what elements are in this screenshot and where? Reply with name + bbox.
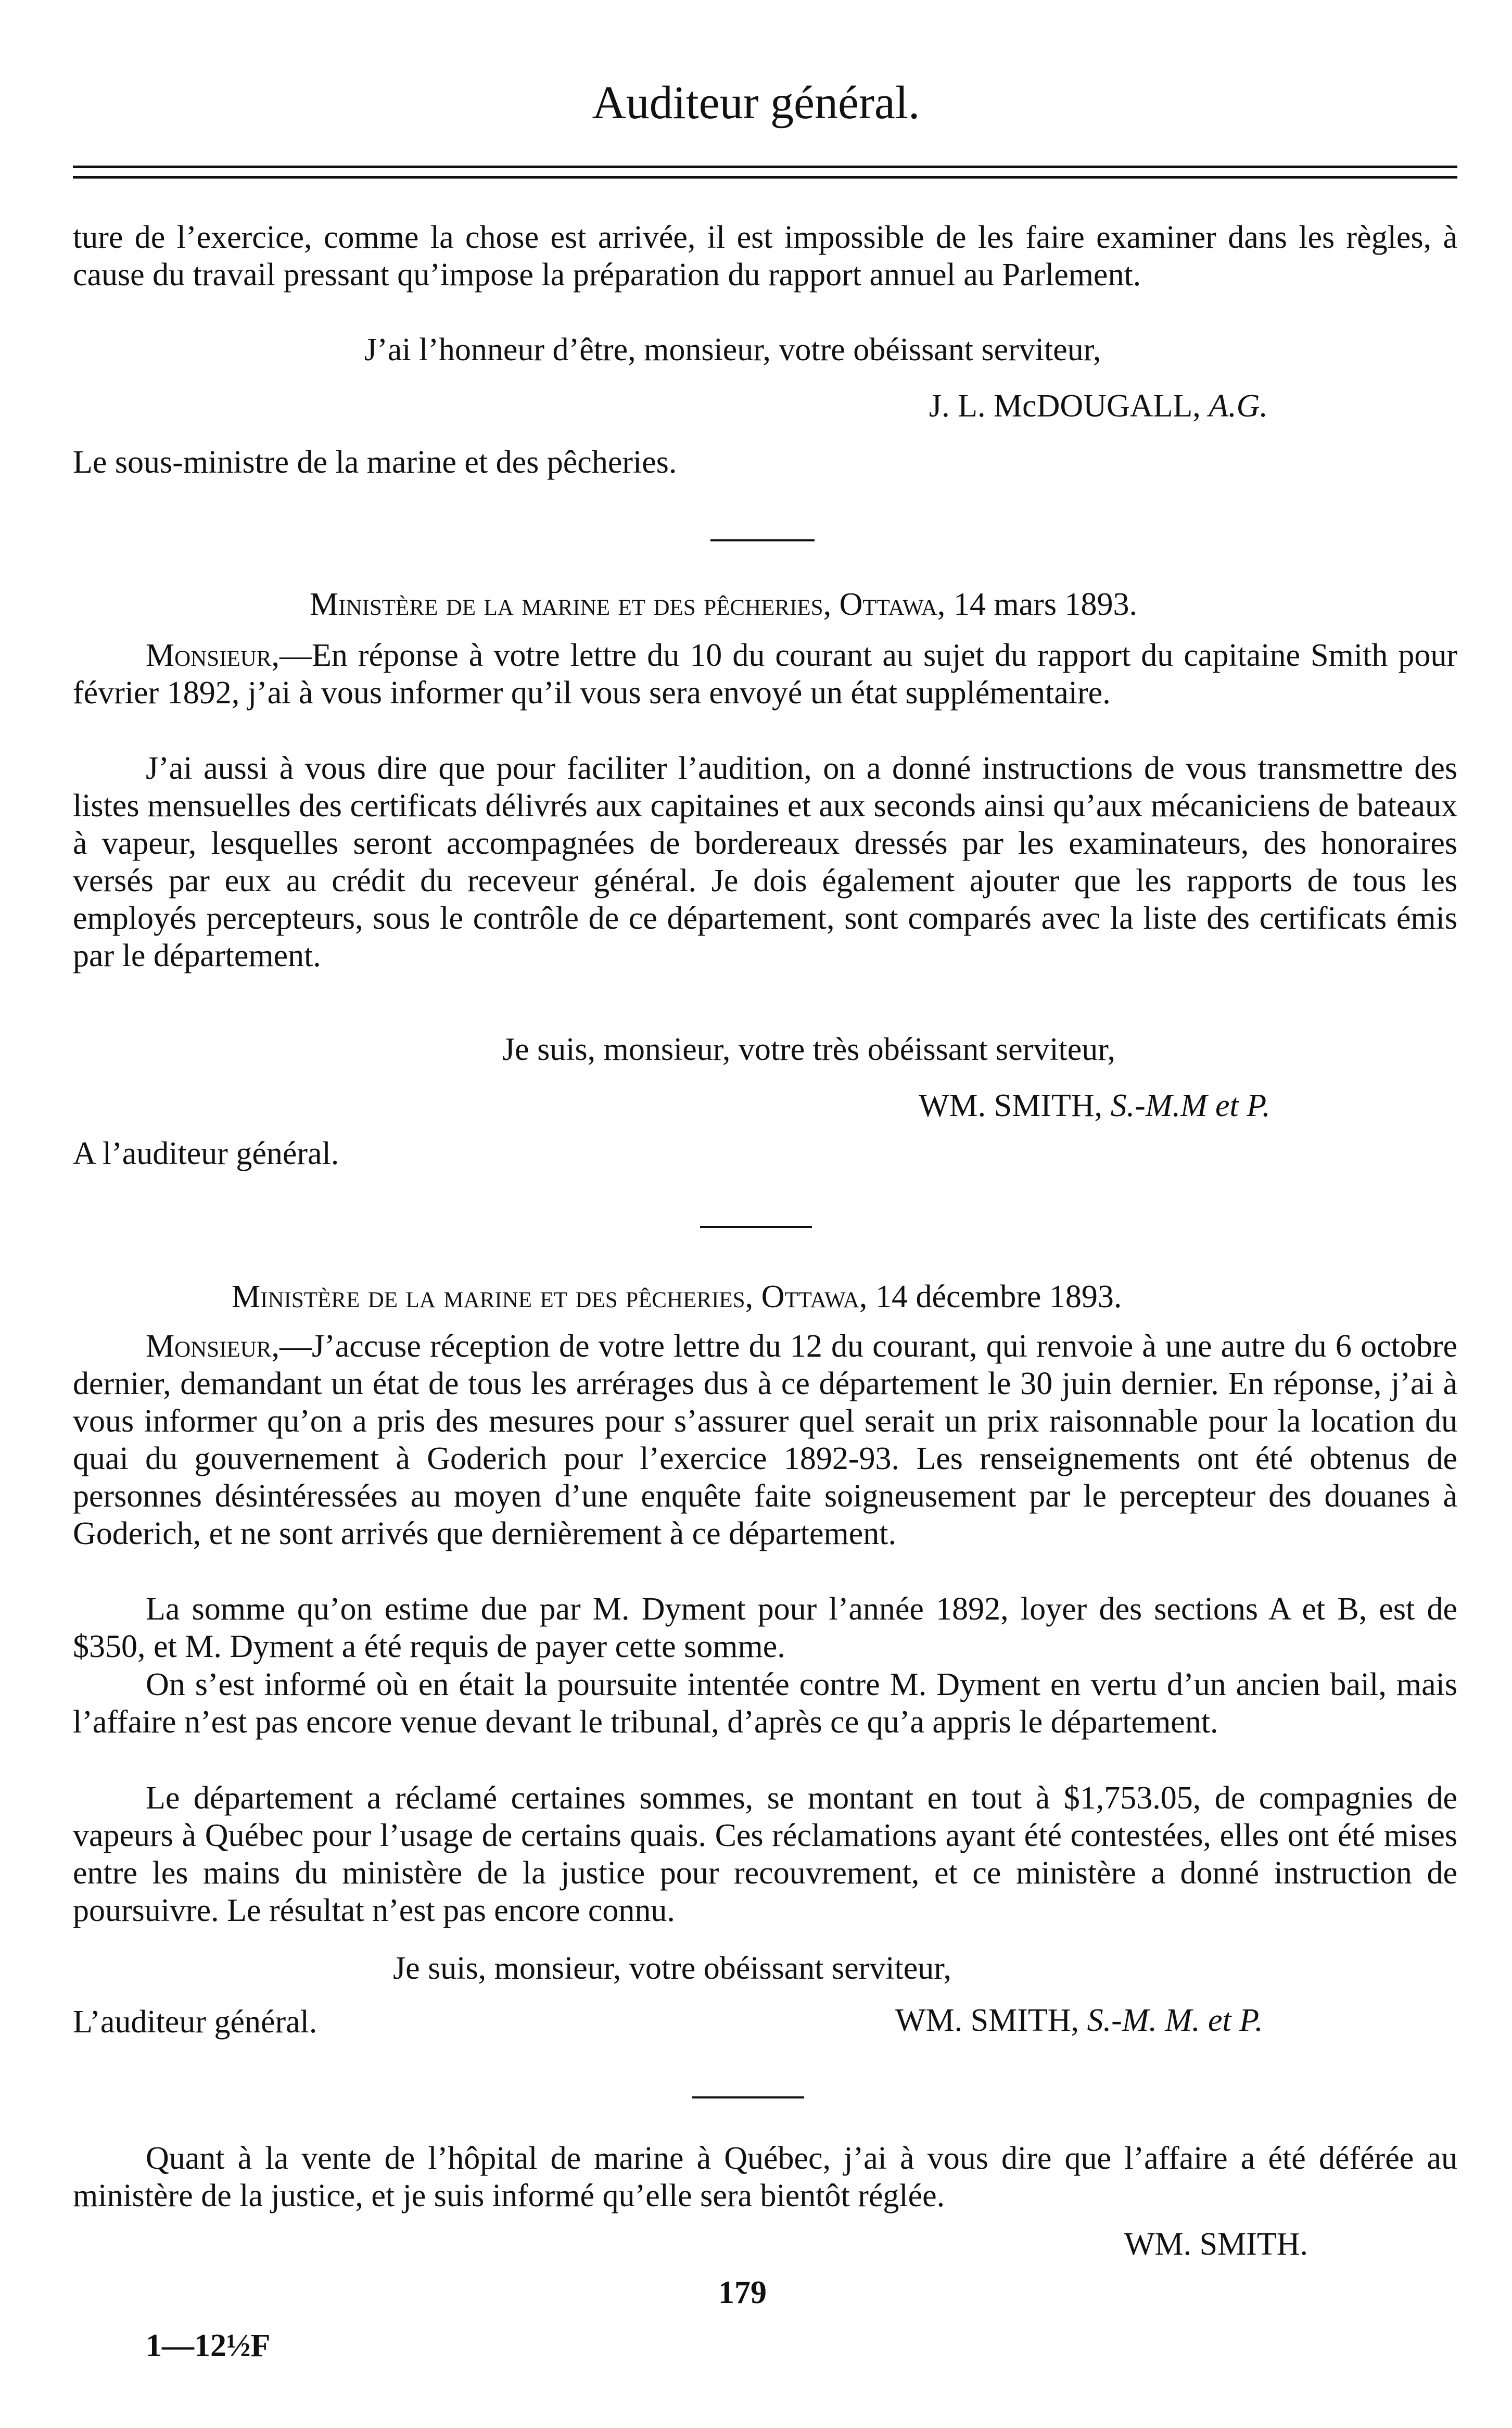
letter2-heading <box>232 1278 1122 1316</box>
letter2-closing: Je suis, monsieur, votre obéissant serviteur, <box>393 1951 951 1986</box>
letter2-paragraph-1 <box>73 1327 1457 1552</box>
letter2-paragraph-4: Le département a réclamé certaines sommes, se montant en tout à $1,753.05, de compagnies de vapeurs à Québec pour l’usage de certains quais. Ces réclamations ayant été contestées, elles ont été mises entre les mains du ministère de la justice pour recouvrement, et ce ministère a donné instruction de poursuivre. Le résultat n’est pas encore connu. <box>73 1780 1457 1928</box>
letter1-heading <box>310 586 1137 623</box>
intro-signature <box>929 387 1268 425</box>
letter1-signature-name: WM. SMITH, <box>919 1088 1103 1123</box>
intro-signature-title: A.G. <box>1209 388 1268 424</box>
letter1-paragraph-2: J’ai aussi à vous dire que pour faciliter l’audition, on a donné instructions de vous transmettre des listes mensuelles des certificats délivrés aux capitaines et aux seconds ainsi qu’aux mécaniciens de bateaux à vapeur, lesquelles seront accompagnées de bordereaux dressés par les examinateurs, des honoraires versés par eux au crédit du receveur général. Je dois également ajouter que les rapports de tous les employés percepteurs, sous le contrôle de ce département, sont comparés avec la liste des certificats émis par le département. <box>73 751 1457 973</box>
letter1-salutation: Monsieur, <box>146 638 279 673</box>
intro-closing: J’ai l’honneur d’être, monsieur, votre obéissant serviteur, <box>364 332 1101 368</box>
postscript-paragraph: Quant à la vente de l’hôpital de marine à Québec, j’ai à vous dire que l’affaire a été déférée au ministère de la justice, et je suis informé qu’elle sera bientôt réglée. <box>73 2141 1457 2214</box>
letter2-signature-title: S.-M. M. et P. <box>1087 2003 1263 2038</box>
letter1-signature-title: S.-M.M et P. <box>1110 1088 1270 1123</box>
letter1-heading-date: 14 mars 1893. <box>953 587 1137 622</box>
intro-signature-name: J. L. McDOUGALL, <box>929 388 1201 424</box>
separator-3 <box>692 2096 804 2098</box>
page-title: Auditeur général. <box>592 77 920 129</box>
letter2-addressee: L’auditeur général. <box>73 2004 317 2040</box>
letter1-signature <box>919 1087 1270 1124</box>
letter2-paragraph-3: On s’est informé où en était la poursuite intentée contre M. Dyment en vertu d’un ancien bail, mais l’affaire n’est pas encore venue devant le tribunal, d’après ce qu’a appris le département. <box>73 1667 1457 1740</box>
letter1-paragraph-1 <box>73 637 1457 712</box>
page-number: 179 <box>718 2275 767 2310</box>
header-rule-top <box>73 166 1457 168</box>
postscript-signature: WM. SMITH. <box>1124 2227 1308 2262</box>
intro-paragraph: ture de l’exercice, comme la chose est arrivée, il est impossible de les faire examiner dans les règles, à cause du travail pressant qu’impose la préparation du rapport annuel au Parlement. <box>73 220 1457 293</box>
letter2-paragraph-2: La somme qu’on estime due par M. Dyment pour l’année 1892, loyer des sections A et B, est de $350, et M. Dyment a été requis de payer cette somme. <box>73 1591 1457 1664</box>
letter2-p1-text: —J’accuse réception de votre lettre du 12 du courant, qui renvoie à une autre du 6 octobre dernier, demandant un état de tous les arrérages dus à ce département le 30 juin dernier. En réponse, j’ai à vous informer qu’on a pris des mesures pour s’assurer quel serait un prix raisonnable pour la location du quai du gouvernement à Goderich pour l’exercice 1892-93. Les renseignements ont été obtenus de personnes désintéressées au moyen d’une enquête faite soigneusement par le percepteur des douanes à Goderich, et ne sont arrivés que dernièrement à ce département. <box>73 1329 1457 1551</box>
header-rule-bottom <box>73 176 1457 179</box>
letter2-heading-ministry: Ministère de la marine et des pêcheries, Ottawa, <box>232 1279 868 1314</box>
separator-2 <box>700 1226 812 1228</box>
letter2-heading-date: 14 décembre 1893. <box>875 1279 1122 1314</box>
letter1-closing: Je suis, monsieur, votre très obéissant serviteur, <box>502 1032 1115 1067</box>
letter1-p1-text: —En réponse à votre lettre du 10 du courant au sujet du rapport du capitaine Smith pour février 1892, j’ai à vous informer qu’il vous sera envoyé un état supplémentaire. <box>73 638 1457 711</box>
letter2-signature <box>895 2002 1263 2039</box>
separator-1 <box>710 539 815 541</box>
letter1-heading-ministry: Ministère de la marine et des pêcheries, Ottawa, <box>310 587 946 622</box>
letter2-signature-name: WM. SMITH, <box>895 2003 1079 2038</box>
intro-addressee: Le sous-ministre de la marine et des pêcheries. <box>73 445 677 480</box>
signature-mark: 1—12½F <box>146 2328 271 2363</box>
letter2-salutation: Monsieur, <box>146 1329 279 1364</box>
letter1-addressee: A l’auditeur général. <box>73 1136 339 1171</box>
